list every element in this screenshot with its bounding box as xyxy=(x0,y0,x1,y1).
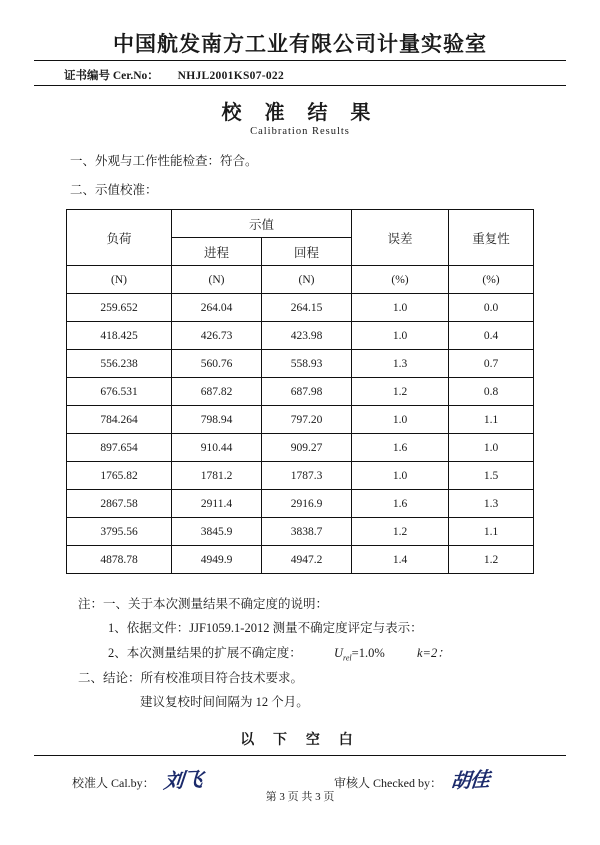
cell-forward: 426.73 xyxy=(172,322,262,350)
cell-load: 3795.56 xyxy=(67,518,172,546)
note-urel-symbol: $U_{rel}$ xyxy=(334,645,352,663)
cell-load: 2867.58 xyxy=(67,490,172,518)
table-units-row xyxy=(67,266,534,294)
cell-backward: 797.20 xyxy=(262,406,352,434)
blank-below-notice: 以 下 空 白 xyxy=(240,731,360,748)
table-row xyxy=(67,350,534,378)
calibration-results-table xyxy=(66,209,534,574)
certificate-number-label: 证书编号 Cer.No： xyxy=(64,70,159,82)
cell-backward: 423.98 xyxy=(262,322,352,350)
cell-backward: 1787.3 xyxy=(262,462,352,490)
cell-load: 784.264 xyxy=(67,406,172,434)
calibrator-label: 校准人 Cal.by： xyxy=(72,775,155,790)
note-reference-document: 1、依据文件：JJF1059.1-2012 测量不确定度评定与表示： xyxy=(108,621,423,636)
table-row xyxy=(67,546,534,574)
table-row xyxy=(67,322,534,350)
section-indication-calibration: 二、示值校准： xyxy=(70,183,158,197)
unit-error: (%) xyxy=(352,266,449,294)
signature-row xyxy=(34,760,566,808)
cell-forward: 1781.2 xyxy=(172,462,262,490)
header-divider xyxy=(34,60,566,61)
page-number: 第 3 页 共 3 页 xyxy=(265,790,335,803)
cell-repeatability: 1.3 xyxy=(449,490,534,518)
cell-forward: 798.94 xyxy=(172,406,262,434)
cell-load: 1765.82 xyxy=(67,462,172,490)
cell-load: 418.425 xyxy=(67,322,172,350)
cell-load: 897.654 xyxy=(67,434,172,462)
cell-repeatability: 1.1 xyxy=(449,406,534,434)
cell-forward: 4949.9 xyxy=(172,546,262,574)
table-row xyxy=(67,378,534,406)
unit-repeatability: (%) xyxy=(449,266,534,294)
cell-repeatability: 0.7 xyxy=(449,350,534,378)
note-expanded-uncertainty-prefix: 2、本次测量结果的扩展不确定度： xyxy=(108,645,302,660)
unit-forward: (N) xyxy=(172,266,262,294)
cell-error: 1.2 xyxy=(352,518,449,546)
cell-backward: 2916.9 xyxy=(262,490,352,518)
note-conclusion: 二、结论：所有校准项目符合技术要求。 xyxy=(78,670,304,685)
cell-repeatability: 1.1 xyxy=(449,518,534,546)
cell-load: 676.531 xyxy=(67,378,172,406)
unit-load: (N) xyxy=(67,266,172,294)
cell-load: 556.238 xyxy=(67,350,172,378)
cell-backward: 909.27 xyxy=(262,434,352,462)
table-row xyxy=(67,518,534,546)
table-header-row-1 xyxy=(67,210,534,238)
cell-repeatability: 1.2 xyxy=(449,546,534,574)
checker-signature: 胡佳 xyxy=(449,766,491,793)
cell-forward: 2911.4 xyxy=(172,490,262,518)
header-forward: 进程 xyxy=(172,238,262,266)
note-recalibration-interval: 建议复校时间间隔为 12 个月。 xyxy=(140,695,309,710)
note-expanded-uncertainty xyxy=(78,641,566,666)
header-load: 负荷 xyxy=(67,210,172,266)
table-row xyxy=(67,434,534,462)
note-uncertainty-heading: 注：一、关于本次测量结果不确定度的说明： xyxy=(78,597,329,611)
cell-repeatability: 1.5 xyxy=(449,462,534,490)
checker-label: 审核人 Checked by： xyxy=(334,775,442,790)
table-row xyxy=(67,490,534,518)
cell-error: 1.6 xyxy=(352,434,449,462)
table-row xyxy=(67,294,534,322)
cell-forward: 264.04 xyxy=(172,294,262,322)
document-title: 校 准 结 果 xyxy=(221,100,379,124)
cell-error: 1.0 xyxy=(352,294,449,322)
footer-divider xyxy=(34,755,566,756)
cell-error: 1.6 xyxy=(352,490,449,518)
note-k-value: k=2： xyxy=(416,645,450,660)
certificate-number-divider xyxy=(34,85,566,86)
cell-error: 1.0 xyxy=(352,462,449,490)
cell-backward: 4947.2 xyxy=(262,546,352,574)
cell-error: 1.4 xyxy=(352,546,449,574)
table-row xyxy=(67,462,534,490)
table-row xyxy=(67,406,534,434)
cell-backward: 3838.7 xyxy=(262,518,352,546)
cell-backward: 558.93 xyxy=(262,350,352,378)
cell-forward: 687.82 xyxy=(172,378,262,406)
cell-load: 259.652 xyxy=(67,294,172,322)
cell-forward: 3845.9 xyxy=(172,518,262,546)
header-backward: 回程 xyxy=(262,238,352,266)
notes-block xyxy=(34,592,566,715)
cell-error: 1.3 xyxy=(352,350,449,378)
unit-backward: (N) xyxy=(262,266,352,294)
cell-backward: 687.98 xyxy=(262,378,352,406)
calibrator-signature: 刘飞 xyxy=(162,766,203,793)
cell-repeatability: 1.0 xyxy=(449,434,534,462)
note-urel-value: =1.0% xyxy=(351,645,385,660)
cell-error: 1.2 xyxy=(352,378,449,406)
document-subtitle: Calibration Results xyxy=(250,126,350,137)
cell-repeatability: 0.4 xyxy=(449,322,534,350)
cell-forward: 910.44 xyxy=(172,434,262,462)
cell-backward: 264.15 xyxy=(262,294,352,322)
section-appearance-check: 一、外观与工作性能检查：符合。 xyxy=(70,154,258,168)
header-repeatability: 重复性 xyxy=(449,210,534,266)
cell-forward: 560.76 xyxy=(172,350,262,378)
cell-load: 4878.78 xyxy=(67,546,172,574)
cell-repeatability: 0.0 xyxy=(449,294,534,322)
cell-error: 1.0 xyxy=(352,322,449,350)
header-error: 误差 xyxy=(352,210,449,266)
certificate-number-row xyxy=(34,67,566,83)
header-indication: 示值 xyxy=(172,210,352,238)
cell-error: 1.0 xyxy=(352,406,449,434)
organization-title: 中国航发南方工业有限公司计量实验室 xyxy=(113,31,487,56)
cell-repeatability: 0.8 xyxy=(449,378,534,406)
certificate-number-value: NHJL2001KS07-022 xyxy=(177,70,285,82)
